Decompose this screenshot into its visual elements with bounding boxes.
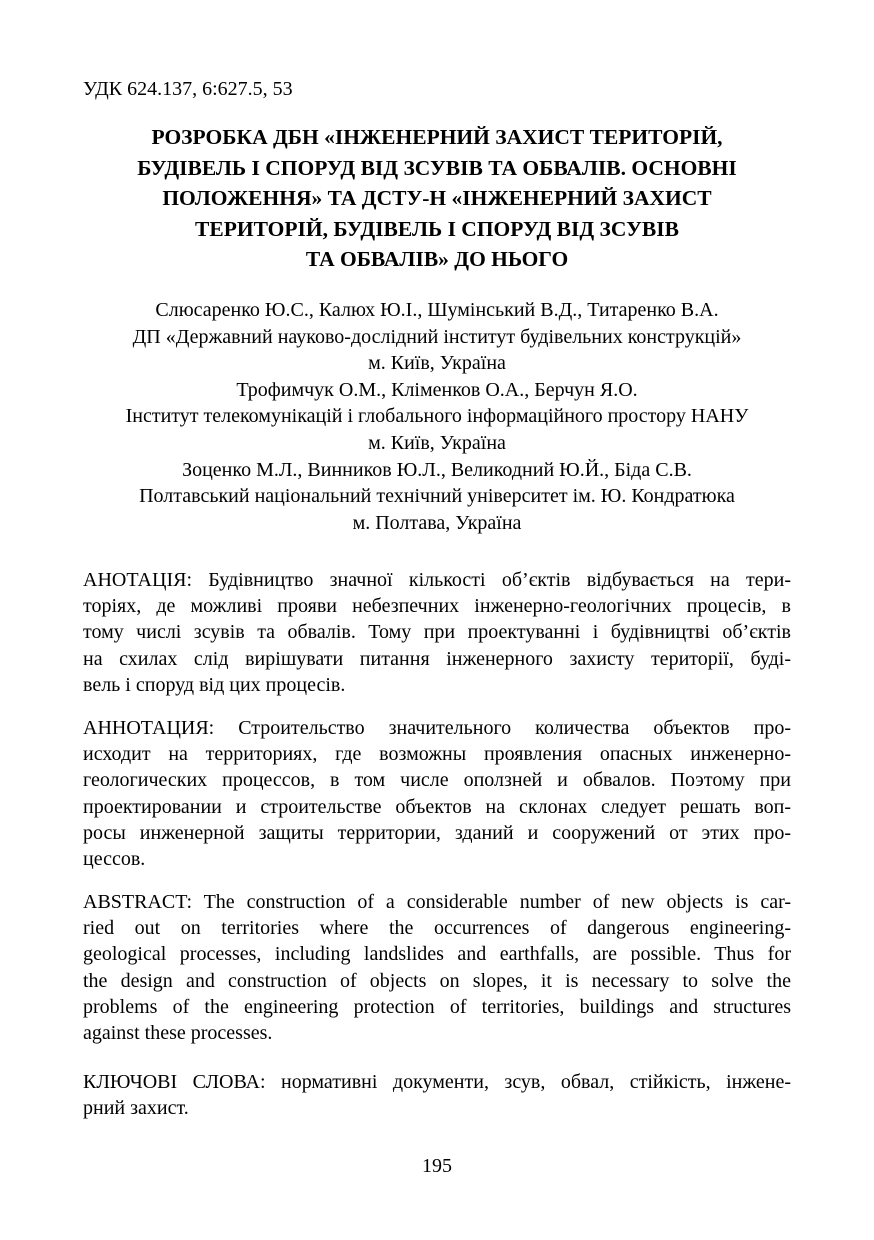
author-names: Зоценко М.Л., Винников Ю.Л., Великодний Ю.Й., Біда С.В. <box>182 458 692 481</box>
text-line: вель і споруд від цих процесів. <box>83 673 346 696</box>
text-line: АНОТАЦІЯ: Будівництво значної кількості об’єктів відбувається на тери- <box>83 569 791 591</box>
text-line: the design and construction of objects on slopes, it is necessary to solve the <box>83 969 791 992</box>
text-line: against these processes. <box>83 1022 273 1045</box>
text-line: проектировании и строительстве объектов на склонах следует решать воп- <box>83 795 791 818</box>
title-line: ПОЛОЖЕННЯ» ТА ДСТУ-Н «ІНЖЕНЕРНИЙ ЗАХИСТ <box>162 186 712 210</box>
affiliation-city: м. Полтава, Україна <box>352 511 522 534</box>
text-line: на схилах слід вирішувати питання інженерного захисту території, буді- <box>83 647 791 670</box>
title-line: ТА ОБВАЛІВ» ДО НЬОГО <box>305 247 569 271</box>
text-line: цессов. <box>83 848 146 871</box>
abstract-ukrainian <box>83 567 791 698</box>
paper-title <box>60 122 814 275</box>
text-line: ABSTRACT: The construction of a considerable number of new objects is car- <box>83 891 791 913</box>
text-line: геологических процессов, в том числе оползней и обвалов. Поэтому при <box>83 769 791 792</box>
text-line: исходит на территориях, где возможны проявления опасных инженерно- <box>83 743 791 766</box>
page-number: 195 <box>422 1155 452 1177</box>
text-line: АННОТАЦИЯ: Строительство значительного количества объектов про- <box>83 717 791 739</box>
author-names: Слюсаренко Ю.С., Калюх Ю.І., Шумінський В.Д., Титаренко В.А. <box>155 299 719 321</box>
text-line: рний захист. <box>83 1097 189 1120</box>
affiliation-city: м. Київ, Україна <box>368 352 506 375</box>
author-names: Трофимчук О.М., Кліменков О.А., Берчун Я.О. <box>236 378 638 401</box>
text-line: ried out on territories where the occurrences of dangerous engineering- <box>83 917 791 940</box>
affiliation: ДП «Державний науково-дослідний інститут будівельних конструкцій» <box>132 325 742 348</box>
title-line: БУДІВЕЛЬ І СПОРУД ВІД ЗСУВІВ ТА ОБВАЛІВ. ОСНОВНІ <box>137 155 737 180</box>
text-line: росы инженерной защиты территории, зданий и сооружений от этих про- <box>83 821 791 844</box>
text-line: problems of the engineering protection of territories, buildings and structures <box>83 995 791 1018</box>
title-line: ТЕРИТОРІЙ, БУДІВЕЛЬ І СПОРУД ВІД ЗСУВІВ <box>195 216 679 241</box>
author-block <box>40 297 834 536</box>
affiliation-city: м. Київ, Україна <box>368 431 506 454</box>
abstract-english <box>83 889 791 1046</box>
text-line: тому числі зсувів та обвалів. Тому при проектуванні і будівництві об’єктів <box>83 621 791 644</box>
text-line: торіях, де можливі прояви небезпечних інженерно-геологічних процесів, в <box>83 595 791 618</box>
udc-code: УДК 624.137, 6:627.5, 53 <box>83 78 293 100</box>
affiliation: Інститут телекомунікацій і глобального інформаційного простору НАНУ <box>125 405 749 428</box>
title-line: РОЗРОБКА ДБН «ІНЖЕНЕРНИЙ ЗАХИСТ ТЕРИТОРІЙ, <box>151 125 723 149</box>
text-line: КЛЮЧОВІ СЛОВА: нормативні документи, зсув, обвал, стійкість, інжене- <box>83 1071 791 1093</box>
keywords <box>83 1069 791 1121</box>
abstract-russian <box>83 715 791 872</box>
text-line: geological processes, including landslides and earthfalls, are possible. Thus for <box>83 943 791 966</box>
affiliation: Полтавський національний технічний університет ім. Ю. Кондратюка <box>139 485 735 508</box>
